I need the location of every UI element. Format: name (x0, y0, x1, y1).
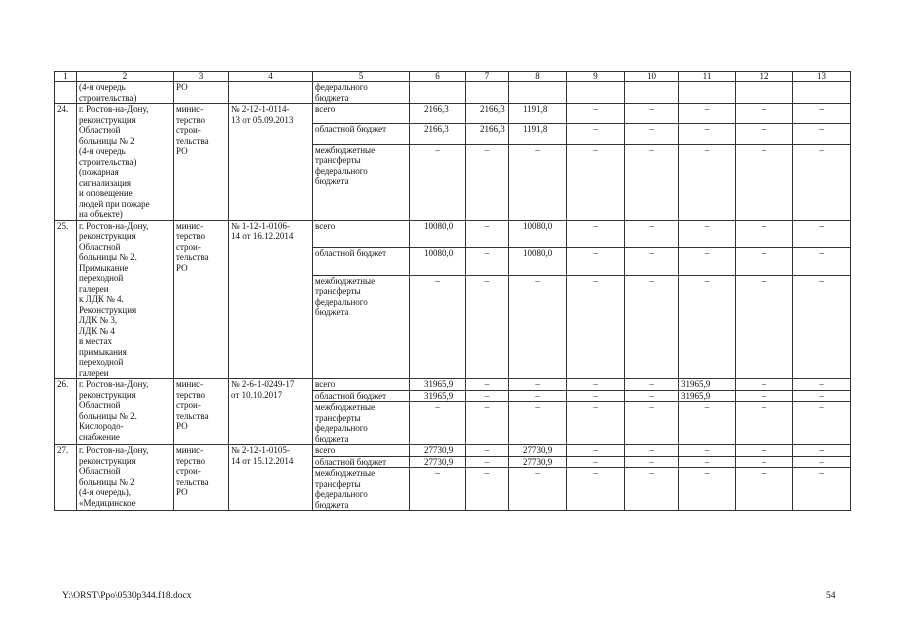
responsible-org-line: терство (176, 389, 206, 400)
funding-source-line: межбюджетные (315, 275, 376, 286)
amount-c13: – (793, 402, 851, 445)
continuation-cell-9 (567, 82, 625, 104)
row-number: 24. (55, 104, 77, 221)
object-name-line: г. Ростов-на-Дону, (79, 104, 149, 114)
expertise-document-line: № 2-12-1-0114- (231, 104, 290, 114)
expertise-document (229, 379, 313, 445)
funding-source (313, 248, 410, 276)
amount-c7: – (466, 445, 509, 457)
object-name-line: Кислородо- (79, 421, 124, 431)
funding-source-line: трансферты (315, 286, 361, 297)
object-name-line: сигнализация (79, 177, 132, 188)
funding-source-line: бюджета (315, 433, 349, 444)
continuation-cell-11 (679, 82, 736, 104)
amount-c12: – (736, 456, 793, 468)
responsible-org-line: терство (176, 114, 206, 125)
object-name-line: больницы № 2. (79, 410, 137, 421)
funding-source-line: всего (315, 104, 336, 114)
cell-text: РО (176, 82, 188, 92)
responsible-org-line: тельства (176, 410, 209, 421)
amount-c10: – (625, 390, 679, 402)
object-name-line: переходной (79, 357, 124, 367)
funding-source-line: всего (315, 445, 336, 455)
amount-c8: 1191,8 (509, 104, 567, 124)
responsible-org (174, 104, 229, 221)
amount-c10: – (625, 456, 679, 468)
expertise-document-line: № 2-6-1-0249-17 (231, 379, 295, 389)
object-name-line: (4-я очередь), (79, 487, 131, 497)
expertise-document-line: № 2-12-1-0105- (231, 445, 290, 455)
cell-text: строительства) (79, 92, 137, 103)
amount-c12: – (736, 104, 793, 124)
object-name-line: Реконструкция (79, 304, 137, 315)
amount-c13: – (793, 390, 851, 402)
object-name-line: реконструкция (79, 114, 136, 125)
amount-c12: – (736, 379, 793, 391)
amount-c7: – (466, 468, 509, 511)
amount-c8: – (509, 275, 567, 378)
amount-c6: – (410, 144, 466, 220)
amount-c10: – (625, 275, 679, 378)
funding-source-line: всего (315, 379, 336, 389)
funding-source (313, 124, 410, 144)
funding-source (313, 402, 410, 445)
amount-c6: 27730,9 (410, 456, 466, 468)
amount-c6: 10080,0 (410, 220, 466, 248)
funding-source (313, 220, 410, 248)
continuation-cell-4 (229, 82, 313, 104)
expertise-document-line: 13 от 05.09.2013 (231, 114, 294, 125)
amount-c9: – (567, 124, 625, 144)
amount-c7: – (466, 220, 509, 248)
expertise-document (229, 104, 313, 221)
amount-c9: – (567, 445, 625, 457)
funding-source (313, 445, 410, 457)
funding-source (313, 456, 410, 468)
object-name-line: на объекте) (79, 209, 123, 219)
responsible-org-line: тельства (176, 252, 209, 262)
responsible-org-line: терство (176, 455, 206, 466)
object-name-line: галереи (79, 283, 109, 294)
amount-c6: 27730,9 (410, 445, 466, 457)
funding-source-line: межбюджетные (315, 468, 376, 478)
funding-source (313, 379, 410, 391)
expertise-document (229, 220, 313, 379)
amount-c11: – (679, 402, 736, 445)
amount-c12: – (736, 275, 793, 378)
amount-c7: – (466, 379, 509, 391)
object-name-line: г. Ростов-на-Дону, (79, 445, 149, 455)
amount-c8: – (509, 144, 567, 220)
amount-c6: 31965,9 (410, 379, 466, 391)
amount-c6: – (410, 275, 466, 378)
table-row (55, 104, 851, 124)
funding-source (313, 468, 410, 511)
amount-c13: – (793, 379, 851, 391)
object-name-line: ЛДК № 3, (79, 315, 118, 325)
continuation-cell-6 (410, 82, 466, 104)
finance-table (54, 71, 851, 511)
amount-c12: – (736, 445, 793, 457)
continuation-cell-12 (736, 82, 793, 104)
column-header-10: 10 (625, 72, 679, 82)
amount-c12: – (736, 248, 793, 276)
object-name-line: в местах (79, 336, 112, 346)
object-name (77, 379, 174, 445)
responsible-org-line: РО (176, 487, 188, 497)
column-header-5: 5 (313, 72, 410, 82)
column-header-7: 7 (466, 72, 509, 82)
funding-source-line: межбюджетные (315, 402, 376, 412)
expertise-document-line: 14 от 16.12.2014 (231, 231, 294, 241)
responsible-org (174, 379, 229, 445)
column-header-8: 8 (509, 72, 567, 82)
object-name-line: реконструкция (79, 231, 136, 241)
cell-text: бюджета (315, 92, 349, 103)
object-name-line: г. Ростов-на-Дону, (79, 379, 149, 389)
cell-text: (4-я очередь (79, 82, 126, 92)
object-name-line: больницы № 2 (79, 476, 135, 487)
amount-c7: – (466, 402, 509, 445)
amount-c13: – (793, 144, 851, 220)
amount-c6: 31965,9 (410, 390, 466, 402)
amount-c11: – (679, 220, 736, 248)
object-name-line: снабжение (79, 431, 120, 442)
column-header-2: 2 (77, 72, 174, 82)
amount-c9: – (567, 144, 625, 220)
expertise-document (229, 445, 313, 511)
amount-c10: – (625, 144, 679, 220)
funding-source (313, 275, 410, 378)
funding-source-line: бюджета (315, 176, 349, 187)
amount-c13: – (793, 468, 851, 511)
object-name (77, 104, 174, 221)
amount-c10: – (625, 104, 679, 124)
responsible-org-line: терство (176, 231, 206, 241)
amount-c11: – (679, 456, 736, 468)
amount-c7: 2166,3 (466, 124, 509, 144)
object-name-line: реконструкция (79, 455, 136, 466)
amount-c11: – (679, 275, 736, 378)
amount-c7: 2166,3 (466, 104, 509, 124)
responsible-org-line: тельства (176, 135, 209, 146)
amount-c11: – (679, 104, 736, 124)
expertise-document-line: № 1-12-1-0106- (231, 220, 290, 231)
responsible-org (174, 445, 229, 511)
funding-source (313, 144, 410, 220)
amount-c8: 27730,9 (509, 456, 567, 468)
table-row (55, 445, 851, 457)
funding-source-line: трансферты (315, 412, 361, 423)
funding-source-line: федерального (315, 423, 368, 433)
object-name-line: Областной (79, 400, 121, 410)
amount-c11: – (679, 468, 736, 511)
responsible-org-line: строи- (176, 241, 201, 252)
object-name-line: Примыкание (79, 262, 129, 273)
funding-source-line: областной бюджет (315, 248, 387, 259)
funding-source-line: федерального (315, 165, 368, 176)
continuation-cell-13 (793, 82, 851, 104)
funding-source-line: всего (315, 220, 336, 231)
table-row-continuation (55, 82, 851, 104)
table-body (55, 72, 851, 511)
continuation-cell-7 (466, 82, 509, 104)
amount-c8: 10080,0 (509, 248, 567, 276)
funding-source-line: федерального (315, 296, 368, 307)
responsible-org-line: РО (176, 262, 188, 273)
amount-c9: – (567, 468, 625, 511)
amount-c12: – (736, 144, 793, 220)
continuation-cell-8 (509, 82, 567, 104)
amount-c8: 10080,0 (509, 220, 567, 248)
amount-c6: 10080,0 (410, 248, 466, 276)
object-name-line: Областной (79, 466, 121, 476)
column-number-header (55, 72, 851, 82)
amount-c10: – (625, 379, 679, 391)
cell-text: федерального (315, 82, 368, 92)
funding-source (313, 104, 410, 124)
object-name-line: ЛДК № 4 (79, 325, 115, 336)
object-name (77, 220, 174, 379)
amount-c8: 27730,9 (509, 445, 567, 457)
continuation-cell-5 (313, 82, 410, 104)
column-header-12: 12 (736, 72, 793, 82)
amount-c9: – (567, 390, 625, 402)
expertise-document-line: 14 от 15.12.2014 (231, 455, 294, 466)
object-name-line: примыкания (79, 346, 127, 357)
column-header-6: 6 (410, 72, 466, 82)
responsible-org-line: минис- (176, 445, 204, 455)
amount-c9: – (567, 248, 625, 276)
amount-c12: – (736, 124, 793, 144)
object-name-line: г. Ростов-на-Дону, (79, 220, 149, 231)
amount-c9: – (567, 220, 625, 248)
responsible-org-line: тельства (176, 476, 209, 487)
amount-c9: – (567, 275, 625, 378)
funding-source (313, 390, 410, 402)
footer-page-number: 54 (826, 591, 836, 601)
footer-file-path: Y:\ORST\Ppo\0530p344.f18.docx (62, 591, 192, 601)
amount-c7: – (466, 456, 509, 468)
amount-c10: – (625, 248, 679, 276)
amount-c7: – (466, 275, 509, 378)
amount-c6: – (410, 402, 466, 445)
amount-c6: 2166,3 (410, 124, 466, 144)
funding-source-line: областной бюджет (315, 124, 387, 135)
responsible-org-line: минис- (176, 379, 204, 389)
amount-c7: – (466, 144, 509, 220)
table-row (55, 220, 851, 248)
object-name-line: галереи (79, 367, 109, 378)
amount-c11: 31965,9 (679, 390, 736, 402)
funding-source-line: федерального (315, 489, 368, 499)
amount-c13: – (793, 124, 851, 144)
amount-c8: – (509, 402, 567, 445)
object-name-line: и оповещение (79, 188, 133, 198)
amount-c8: 1191,8 (509, 124, 567, 144)
funding-source-line: трансферты (315, 478, 361, 489)
continuation-cell-2 (77, 82, 174, 104)
column-header-13: 13 (793, 72, 851, 82)
amount-c12: – (736, 402, 793, 445)
expertise-document-line: от 10.10.2017 (231, 389, 283, 400)
amount-c10: – (625, 220, 679, 248)
amount-c12: – (736, 468, 793, 511)
object-name-line: Областной (79, 125, 121, 135)
amount-c8: – (509, 390, 567, 402)
object-name-line: (пожарная (79, 167, 119, 177)
amount-c11: – (679, 445, 736, 457)
responsible-org-line: строи- (176, 466, 201, 476)
amount-c13: – (793, 275, 851, 378)
row-number: 26. (55, 379, 77, 445)
amount-c8: – (509, 468, 567, 511)
amount-c10: – (625, 445, 679, 457)
row-number: 27. (55, 445, 77, 511)
object-name-line: больницы № 2 (79, 135, 135, 146)
table-row (55, 379, 851, 391)
funding-source-line: межбюджетные (315, 144, 376, 155)
amount-c11: 31965,9 (679, 379, 736, 391)
amount-c8: – (509, 379, 567, 391)
object-name-line: переходной (79, 273, 124, 283)
object-name-line: людей при пожаре (79, 198, 150, 209)
amount-c11: – (679, 248, 736, 276)
amount-c13: – (793, 220, 851, 248)
amount-c6: – (410, 468, 466, 511)
amount-c10: – (625, 402, 679, 445)
responsible-org-line: минис- (176, 104, 204, 114)
continuation-cell-3 (174, 82, 229, 104)
responsible-org-line: строи- (176, 125, 201, 135)
object-name-line: реконструкция (79, 389, 136, 400)
amount-c10: – (625, 124, 679, 144)
funding-source-line: областной бюджет (315, 390, 387, 401)
object-name-line: «Медицинское (79, 497, 136, 508)
object-name-line: (4-я очередь (79, 146, 126, 156)
amount-c9: – (567, 456, 625, 468)
continuation-cell-10 (625, 82, 679, 104)
amount-c7: – (466, 390, 509, 402)
responsible-org-line: минис- (176, 220, 204, 231)
amount-c10: – (625, 468, 679, 511)
object-name-line: к ЛДК № 4. (79, 294, 124, 304)
responsible-org-line: РО (176, 421, 188, 431)
funding-source-line: бюджета (315, 307, 349, 318)
funding-source-line: областной бюджет (315, 456, 387, 467)
amount-c13: – (793, 445, 851, 457)
amount-c13: – (793, 456, 851, 468)
column-header-11: 11 (679, 72, 736, 82)
amount-c6: 2166,3 (410, 104, 466, 124)
column-header-4: 4 (229, 72, 313, 82)
amount-c7: – (466, 248, 509, 276)
amount-c9: – (567, 379, 625, 391)
amount-c12: – (736, 390, 793, 402)
amount-c13: – (793, 104, 851, 124)
column-header-9: 9 (567, 72, 625, 82)
amount-c9: – (567, 104, 625, 124)
amount-c11: – (679, 124, 736, 144)
amount-c11: – (679, 144, 736, 220)
continuation-cell-1 (55, 82, 77, 104)
responsible-org-line: строи- (176, 400, 201, 410)
object-name-line: строительства) (79, 156, 137, 167)
amount-c13: – (793, 248, 851, 276)
document-sheet (54, 71, 850, 511)
column-header-1: 1 (55, 72, 77, 82)
amount-c12: – (736, 220, 793, 248)
amount-c9: – (567, 402, 625, 445)
object-name-line: больницы № 2. (79, 252, 137, 262)
object-name (77, 445, 174, 511)
column-header-3: 3 (174, 72, 229, 82)
funding-source-line: бюджета (315, 499, 349, 510)
object-name-line: Областной (79, 241, 121, 252)
row-number: 25. (55, 220, 77, 379)
responsible-org-line: РО (176, 146, 188, 156)
funding-source-line: трансферты (315, 155, 361, 166)
responsible-org (174, 220, 229, 379)
